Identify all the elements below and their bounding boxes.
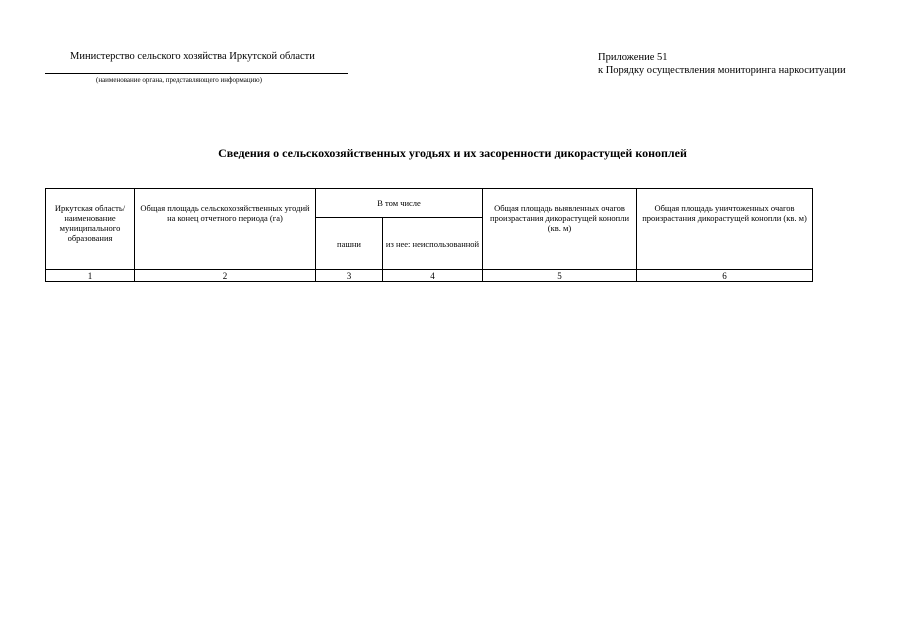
appendix-line-1: Приложение 51 <box>598 52 668 63</box>
column-number: 4 <box>383 270 483 282</box>
document-title: Сведения о сельскохозяйственных угодьях и их засоренности дикорастущей коноплей <box>218 146 687 160</box>
column-number: 6 <box>637 270 813 282</box>
column-number: 3 <box>316 270 383 282</box>
column-number: 5 <box>483 270 637 282</box>
appendix-line-2: к Порядку осуществления мониторинга наркоситуации <box>598 65 846 76</box>
organization-underline <box>45 73 348 74</box>
column-number: 2 <box>135 270 316 282</box>
data-table <box>45 188 813 282</box>
organization-caption: (наименование органа, представляющего информацию) <box>96 76 262 84</box>
header-cell-destroyed-area: Общая площадь уничтоженных очагов произрастания дикорастущей конопли (кв. м) <box>637 189 813 270</box>
header-cell-including: В том числе <box>316 189 483 218</box>
appendix-note <box>598 51 846 77</box>
subheader-cell-unused: из нее: неиспользованной <box>383 218 483 270</box>
column-number: 1 <box>46 270 135 282</box>
subheader-cell-arable: пашни <box>316 218 383 270</box>
header-cell-found-area: Общая площадь выявленных очагов произрастания дикорастущей конопли (кв. м) <box>483 189 637 270</box>
header-cell-total-area: Общая площадь сельскохозяйственных угодий на конец отчетного периода (га) <box>135 189 316 270</box>
organization-name: Министерство сельского хозяйства Иркутской области <box>70 51 315 62</box>
header-cell-region: Иркутская область/ наименование муниципального образования <box>46 189 135 270</box>
